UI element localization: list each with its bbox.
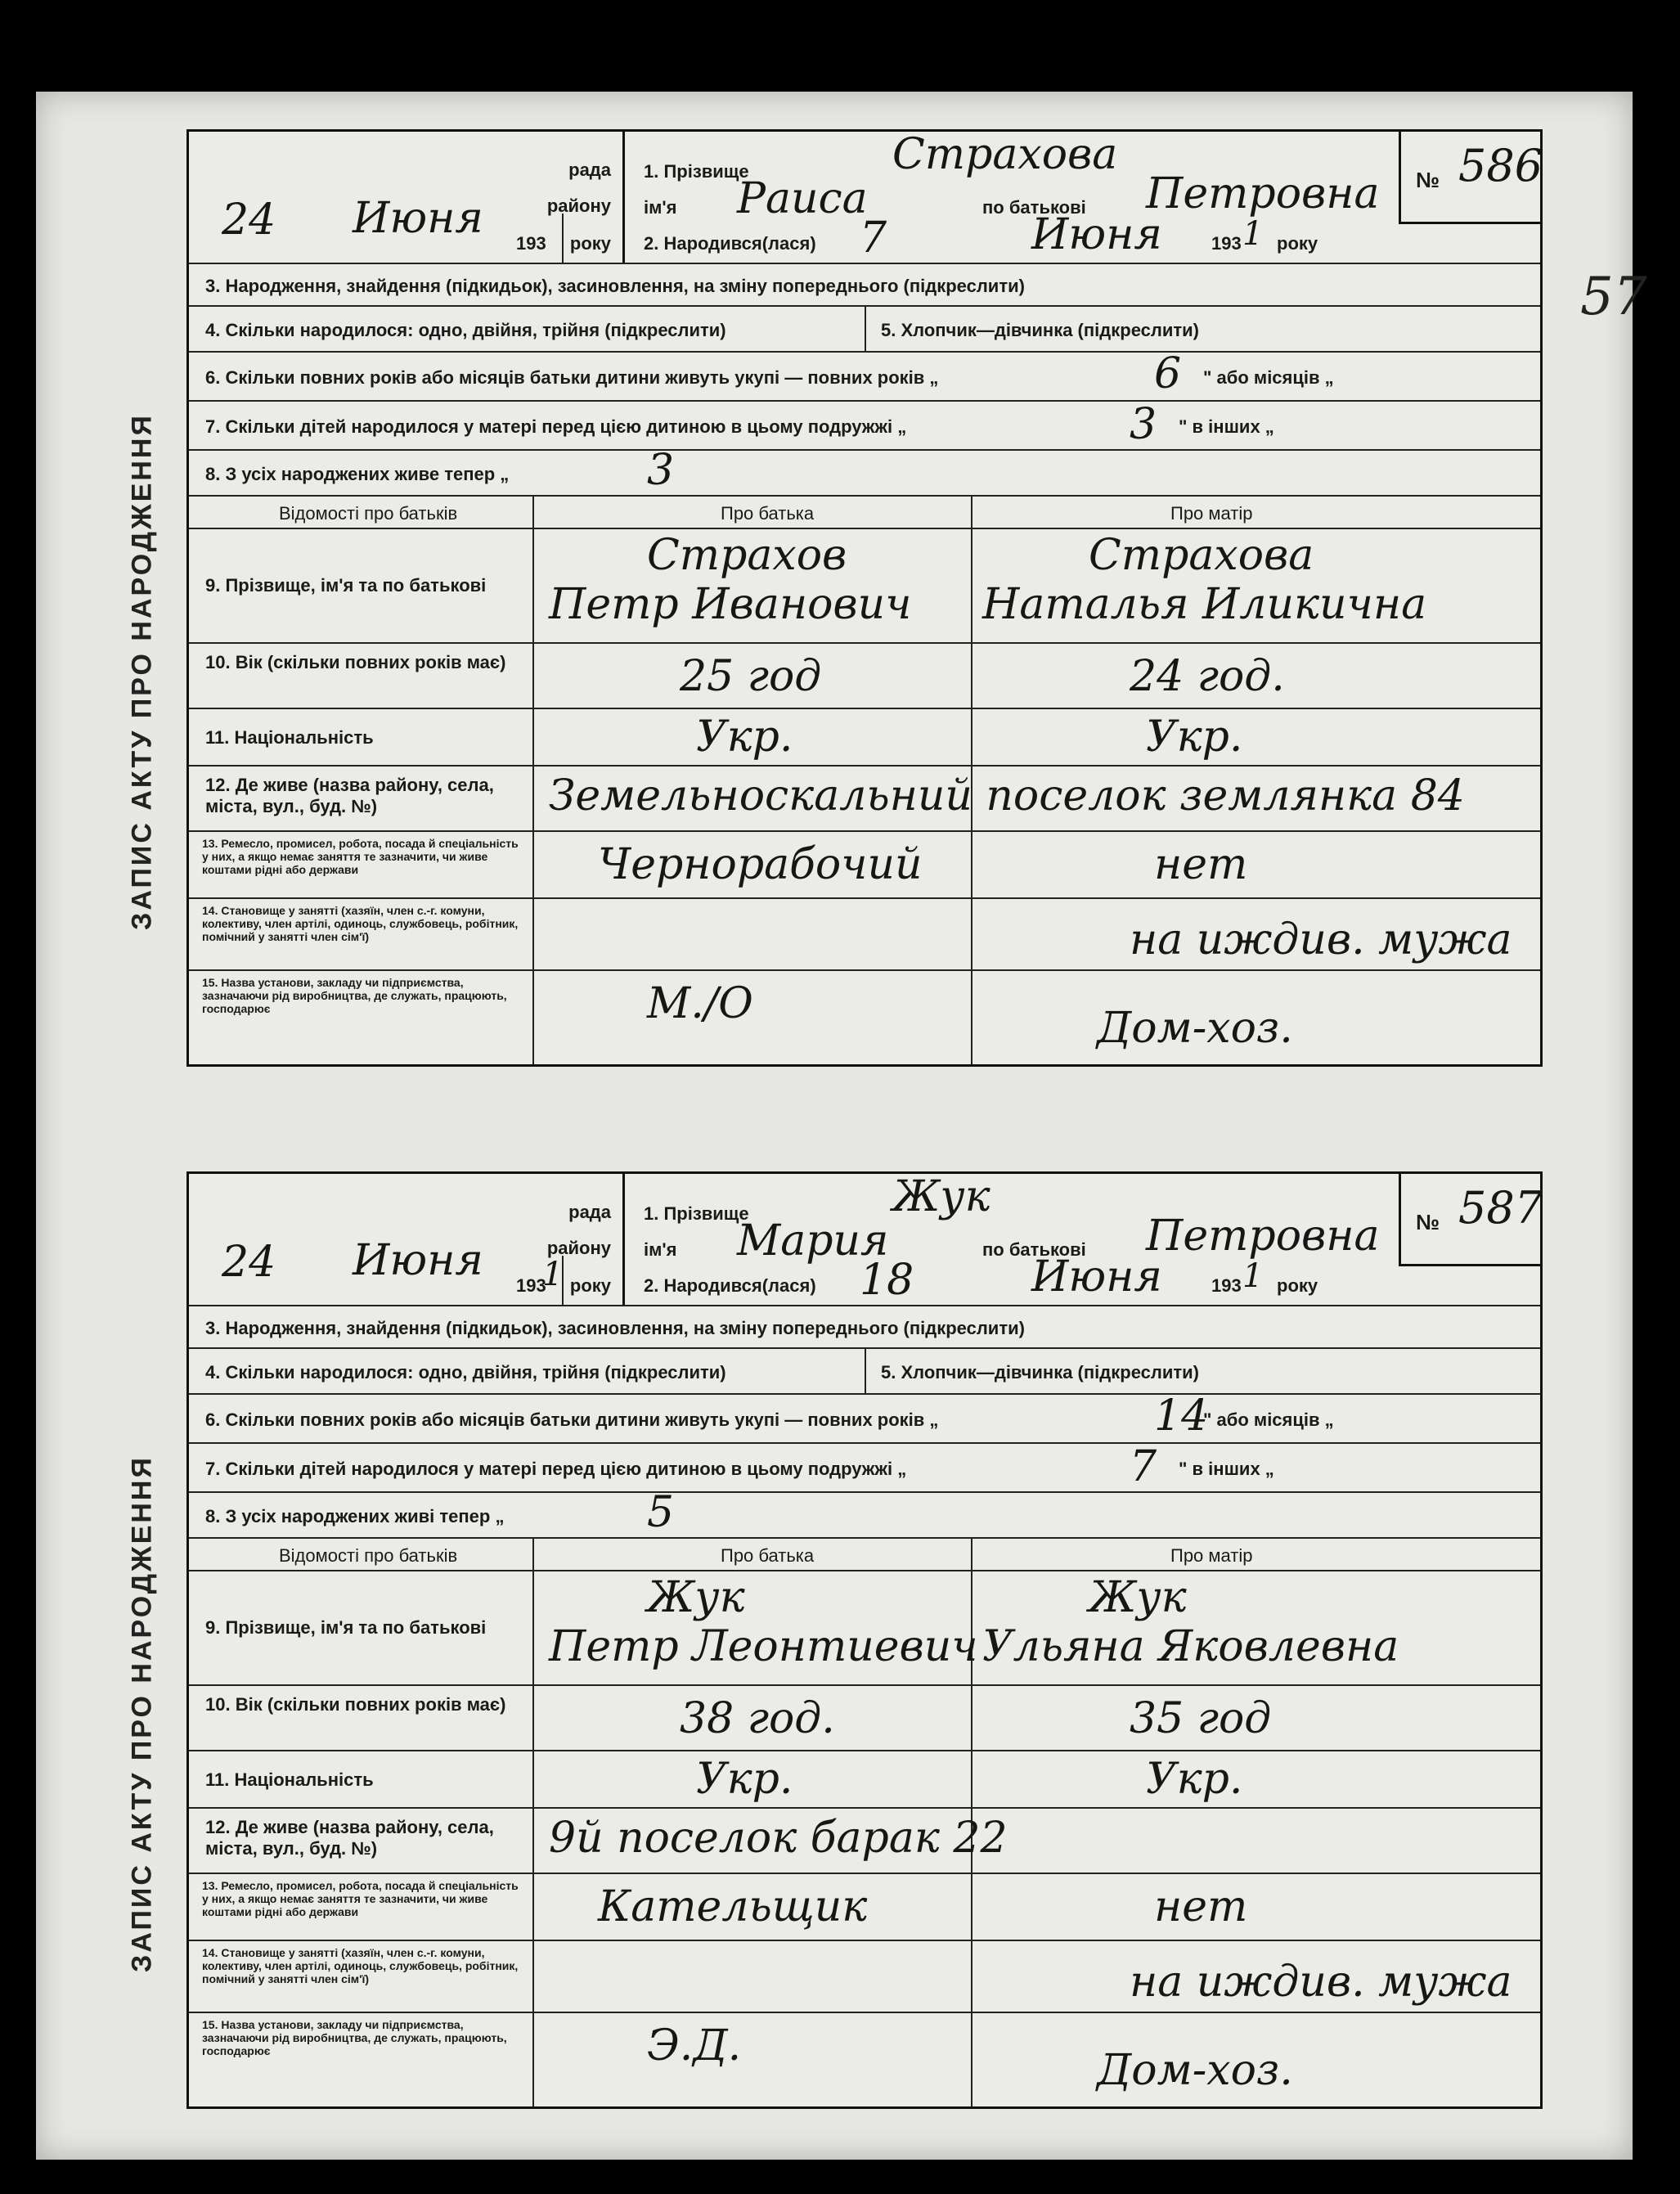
form-label: по батькові (982, 1239, 1086, 1260)
form-row (189, 263, 1540, 307)
mother-occupation: нет (1154, 840, 1248, 889)
form-label: 14. Становище у занятті (хазяїн, член с.-г. комуни, колективу, член артілі, одиноць, службовець, робітник, помічний у занятті член сім'ї) (202, 1946, 519, 1985)
form-row (189, 642, 1540, 709)
mother-institution: Дом-хоз. (1097, 2046, 1293, 2095)
mother-age: 24 год. (1130, 652, 1285, 701)
form-label: 11. Національність (205, 727, 374, 748)
form-label: рада (568, 160, 611, 180)
form-element (865, 307, 866, 353)
mother-surname: Страхова (1089, 531, 1314, 580)
mother-name: Ульяна Яковлевна (982, 1622, 1399, 1671)
reg-month: Июня (353, 194, 483, 243)
child-patronymic: Петровна (1146, 169, 1380, 218)
father-nationality: Укр. (696, 713, 793, 762)
form-label: 14. Становище у занятті (хазяїн, член с.-г. комуни, колективу, член артілі, одиноць, службовець, робітник, помічний у занятті член сім'ї) (202, 904, 519, 943)
born-month: Июня (1031, 1252, 1162, 1302)
father-name: Петр Леонтиевич (549, 1622, 978, 1671)
birth-record-card (126, 129, 1543, 1067)
child-patronymic: Петровна (1146, 1212, 1380, 1261)
father-surname: Страхов (647, 531, 847, 580)
form-label: року (1277, 233, 1318, 254)
form-label: 3. Народження, знайдення (підкидьок), засиновлення, на зміну попереднього (підкреслити) (205, 1318, 1025, 1338)
form-label: " або місяців „ (1203, 367, 1334, 388)
form-label: 5. Хлопчик—дівчинка (підкреслити) (881, 320, 1200, 340)
form-label: року (1277, 1275, 1318, 1296)
form-label: 10. Вік (скільки повних років має) (205, 1694, 506, 1715)
record-sidebar-title (114, 1321, 171, 2106)
form-row (189, 1873, 1540, 1941)
father-surname: Жук (647, 1573, 745, 1622)
form-label: " в інших „ (1179, 1459, 1274, 1479)
page-number: 57 (1580, 267, 1647, 327)
form-label: ім'я (644, 1239, 677, 1260)
form-row (189, 305, 1540, 353)
born-day: 7 (860, 214, 887, 263)
mother-institution: Дом-хоз. (1097, 1004, 1293, 1053)
q6-years: 6 (1154, 349, 1182, 398)
form-row (189, 1570, 1540, 1686)
form-row (189, 446, 1540, 497)
mother-occupation: нет (1154, 1882, 1248, 1931)
form-label: ім'я (644, 197, 677, 218)
form-row (189, 830, 1540, 899)
form-label: року (569, 1275, 611, 1296)
form-label: 9. Прізвище, ім'я та по батькові (205, 1617, 487, 1638)
record-number-box (1399, 1174, 1543, 1266)
reg-day: 24 (222, 1238, 276, 1287)
form-label: рада (568, 1202, 611, 1222)
form-label: 7. Скільки дітей народилося у матері перед цією дитиною в цьому подружжі „ (205, 416, 907, 437)
form-element (562, 214, 564, 263)
q8-value: 3 (647, 446, 675, 495)
form-row (189, 400, 1540, 451)
form-row (189, 765, 1540, 832)
q7-value: 3 (1130, 400, 1157, 449)
form-row (189, 1940, 1540, 2013)
form-label: 193 (516, 233, 546, 254)
reg-day: 24 (222, 196, 276, 245)
form-label: 1. Прізвище (644, 1203, 749, 1224)
form-label: 15. Назва установи, закладу чи підприємства, зазначаючи рід виробництва, де служать, працюють, господарює (202, 2018, 507, 2057)
form-label: року (569, 233, 611, 254)
form-label: 7. Скільки дітей народилося у матері перед цією дитиною в цьому подружжі „ (205, 1459, 907, 1479)
form-label: № (1416, 1210, 1440, 1234)
form-row (189, 708, 1540, 767)
record-number-box (1399, 132, 1543, 224)
form-label: № (1416, 168, 1440, 192)
form-label: 9. Прізвище, ім'я та по батькові (205, 575, 487, 596)
form-row (189, 1488, 1540, 1539)
mother-status: на иждив. мужа (1130, 915, 1512, 964)
mother-nationality: Укр. (1146, 1755, 1243, 1804)
form-label: 10. Вік (скільки повних років має) (205, 652, 506, 672)
birth-record-card (126, 1171, 1543, 2109)
form-row (189, 1305, 1540, 1349)
record-number: 586 (1458, 140, 1543, 191)
father-name: Петр Иванович (549, 580, 912, 629)
form-label: по батькові (982, 197, 1086, 218)
mother-age: 35 год (1130, 1694, 1272, 1743)
residence: Земельноскальний поселок землянка 84 (549, 771, 1465, 821)
form-label: " в інших „ (1179, 416, 1274, 437)
born-month: Июня (1031, 210, 1162, 259)
form-element: ЗАПИС АКТУ ПРО НАРОДЖЕННЯ (126, 413, 158, 930)
form-label: 8. З усіх народжених живе тепер „ (205, 464, 510, 484)
child-surname: Страхова (892, 130, 1118, 179)
child-name-block (622, 132, 1401, 263)
residence: 9й поселок барак 22 (549, 1814, 1008, 1863)
form-row (189, 1347, 1540, 1395)
child-name: Раиса (737, 174, 868, 223)
form-label: Відомості про батьків (279, 503, 458, 524)
form-row (189, 495, 1540, 529)
father-age: 38 год. (680, 1694, 835, 1743)
form-label: 5. Хлопчик—дівчинка (підкреслити) (881, 1362, 1200, 1382)
form-label: 12. Де живе (назва району, села, міста, вул., буд. №) (205, 1817, 494, 1859)
form-label: 13. Ремесло, промисел, робота, посада й спеціальність у них, а якщо немає заняття те зазначити, чи живе коштами рідні або держави (202, 1879, 519, 1918)
form-element: 1 (1242, 1257, 1264, 1295)
form-label: Про батька (721, 503, 815, 524)
form-row (189, 1393, 1540, 1444)
form-label: 6. Скільки повних років або місяців батьки дитини живуть укупі — повних років „ (205, 1409, 939, 1430)
form-label: 3. Народження, знайдення (підкидьок), засиновлення, на зміну попереднього (підкреслити) (205, 276, 1025, 296)
form-row (189, 969, 1540, 1066)
form-label: 15. Назва установи, закладу чи підприємства, зазначаючи рід виробництва, де служать, працюють, господарює (202, 976, 507, 1015)
q6-years: 14 (1154, 1391, 1209, 1441)
form-label: Відомості про батьків (279, 1545, 458, 1566)
form-row (189, 1537, 1540, 1571)
registration-date-block (189, 1174, 625, 1305)
father-occupation: Кательщик (598, 1882, 868, 1931)
father-institution: М./О (647, 979, 753, 1028)
record-number: 587 (1458, 1182, 1543, 1234)
form-label: 13. Ремесло, промисел, робота, посада й спеціальність у них, а якщо немає заняття те зазначити, чи живе коштами рідні або держави (202, 837, 519, 876)
form-row (189, 1750, 1540, 1809)
form-label: Про матір (1170, 1545, 1253, 1566)
form-row (189, 351, 1540, 402)
form-label: Про матір (1170, 503, 1253, 524)
registration-date-block (189, 132, 625, 263)
father-age: 25 год (680, 652, 822, 701)
father-occupation: Чернорабочий (598, 840, 923, 889)
father-nationality: Укр. (696, 1755, 793, 1804)
form-label: 4. Скільки народилося: одно, двійня, трійня (підкреслити) (205, 320, 726, 340)
mother-nationality: Укр. (1146, 713, 1243, 762)
form-label: 12. Де живе (назва району, села, міста, вул., буд. №) (205, 775, 494, 816)
form-element: 1 (542, 1256, 564, 1293)
form-label: 193 (1211, 1275, 1242, 1296)
form-label: 1. Прізвище (644, 161, 749, 182)
form-element (865, 1349, 866, 1395)
mother-surname: Жук (1089, 1573, 1187, 1622)
form-label: 193 (516, 1275, 546, 1296)
form-label: 8. З усіх народжених живі тепер „ (205, 1506, 505, 1526)
form-label: 4. Скільки народилося: одно, двійня, трійня (підкреслити) (205, 1362, 726, 1382)
form-label: Про батька (721, 1545, 815, 1566)
child-name-block (622, 1174, 1401, 1305)
q8-value: 5 (647, 1488, 675, 1537)
form-row (189, 1807, 1540, 1874)
form-element: 1 (1242, 215, 1264, 253)
form-label: 2. Народився(лася) (644, 233, 816, 254)
form-row (189, 1684, 1540, 1751)
q7-value: 7 (1130, 1442, 1157, 1491)
child-surname: Жук (892, 1172, 990, 1221)
form-label: 2. Народився(лася) (644, 1275, 816, 1296)
form-label: 11. Національність (205, 1769, 374, 1790)
form-label: району (546, 196, 611, 216)
form-label: 6. Скільки повних років або місяців батьки дитини живуть укупі — повних років „ (205, 367, 939, 388)
form-element: ЗАПИС АКТУ ПРО НАРОДЖЕННЯ (126, 1455, 158, 1972)
form-row (189, 2012, 1540, 2108)
form-row (189, 1442, 1540, 1493)
father-institution: Э.Д. (647, 2021, 742, 2070)
form-label: району (546, 1238, 611, 1258)
child-name: Мария (737, 1216, 889, 1266)
mother-status: на иждив. мужа (1130, 1958, 1512, 2007)
form-row (189, 528, 1540, 644)
reg-month: Июня (353, 1236, 483, 1285)
born-day: 18 (860, 1256, 914, 1305)
record-sidebar-title (114, 279, 171, 1064)
form-label: 193 (1211, 233, 1242, 254)
mother-name: Наталья Иликична (982, 580, 1427, 629)
form-label: " або місяців „ (1203, 1409, 1334, 1430)
form-row (189, 897, 1540, 971)
